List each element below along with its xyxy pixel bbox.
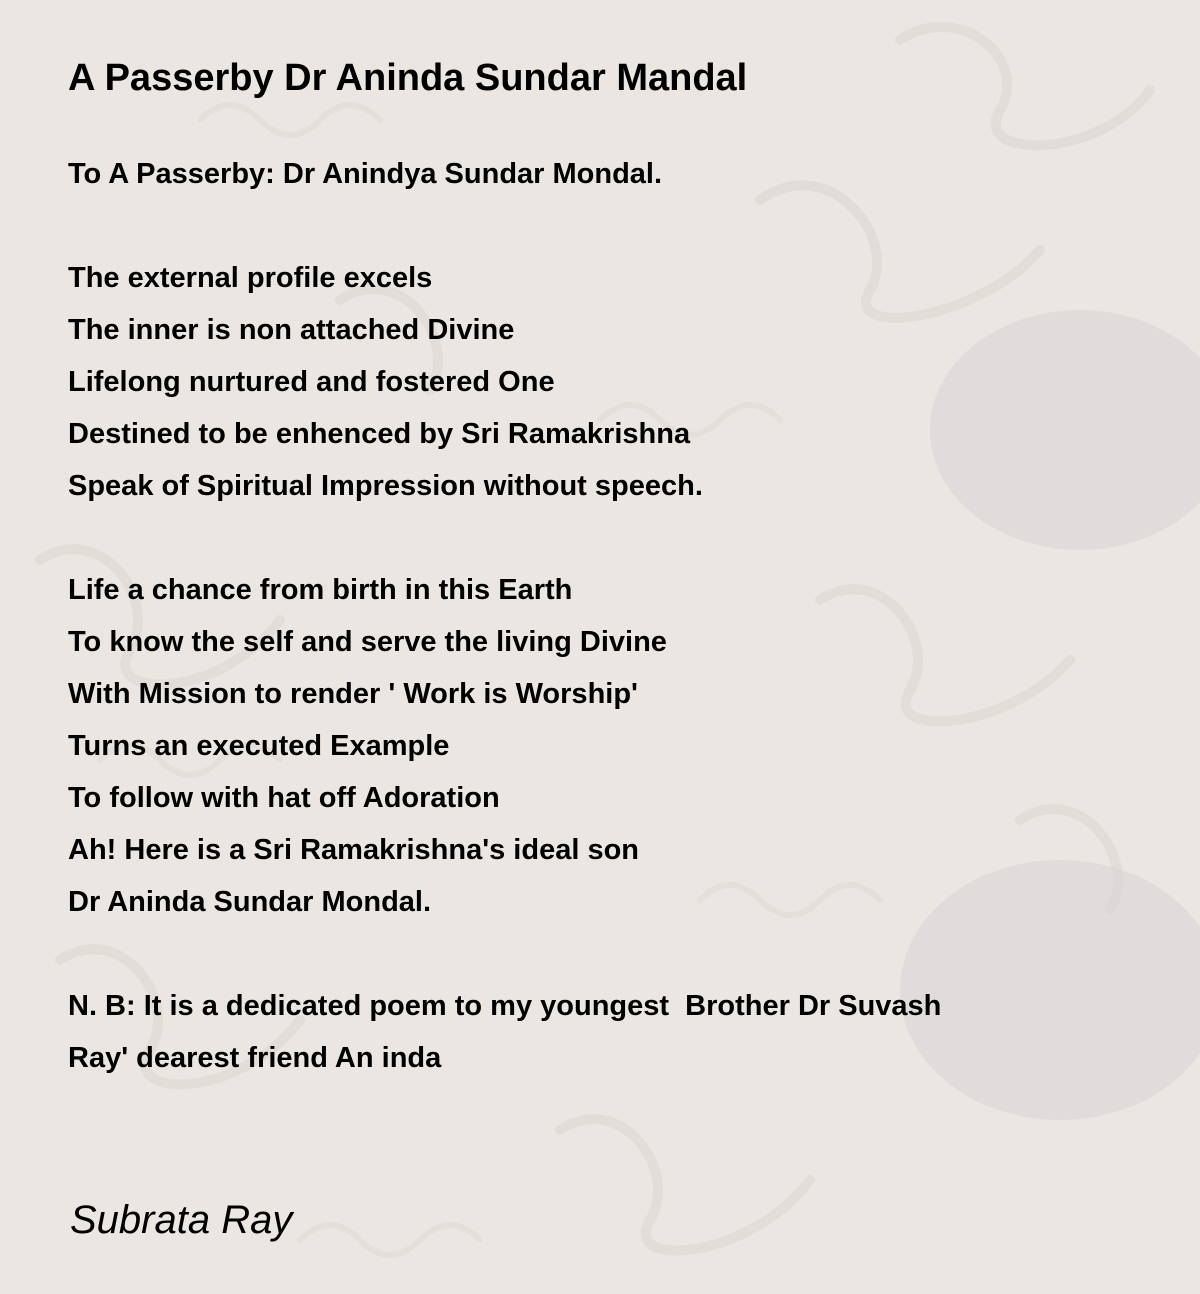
poem-line: Lifelong nurtured and fostered One — [68, 366, 555, 398]
poem-line: With Mission to render ' Work is Worship' — [68, 678, 638, 710]
poem-title: A Passerby Dr Aninda Sundar Mandal — [68, 57, 748, 99]
poem-blank-line — [68, 512, 1168, 564]
poem-line: To A Passerby: Dr Anindya Sundar Mondal. — [68, 158, 663, 190]
poem-line: The inner is non attached Divine — [68, 314, 515, 346]
poem-line: The external profile excels — [68, 262, 433, 294]
poem-line: Speak of Spiritual Impression without speech. — [68, 470, 703, 502]
poem-line: Life a chance from birth in this Earth — [68, 574, 573, 606]
poem-line: Ray' dearest friend An inda — [68, 1042, 442, 1074]
poem-line: Dr Aninda Sundar Mondal. — [68, 886, 432, 918]
poem-line: To follow with hat off Adoration — [68, 782, 500, 814]
poem-line: Turns an executed Example — [68, 730, 450, 762]
poem-line: Destined to be enhenced by Sri Ramakrishna — [68, 418, 691, 450]
poem-blank-line — [68, 928, 1168, 980]
poem-blank-line — [68, 200, 1168, 252]
poem-line: Ah! Here is a Sri Ramakrishna's ideal son — [68, 834, 640, 866]
poem-line: N. B: It is a dedicated poem to my youngest Brother Dr Suvash — [68, 990, 942, 1022]
author-name: Subrata Ray — [70, 1198, 293, 1242]
poem-line: To know the self and serve the living Divine — [68, 626, 667, 658]
poem-body — [68, 148, 1168, 1084]
